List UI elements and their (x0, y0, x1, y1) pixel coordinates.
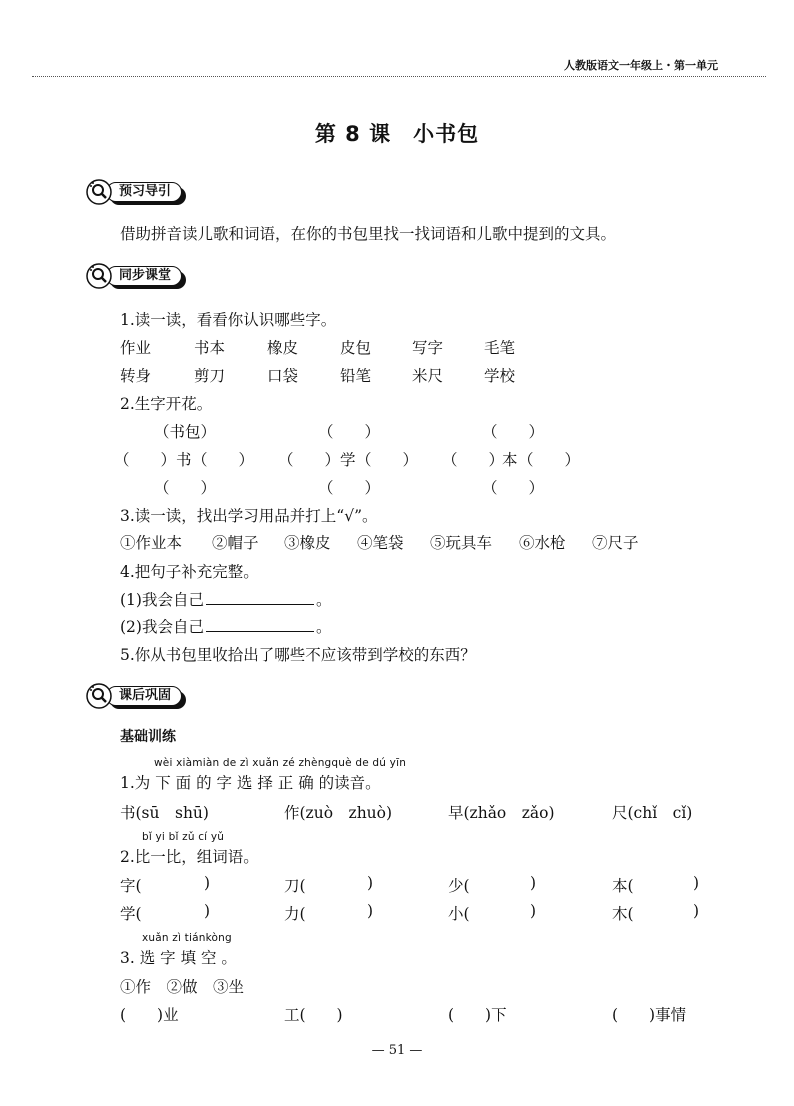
magnifier-icon (86, 263, 112, 289)
q1-word: 橡皮 (267, 339, 299, 357)
b3-pinyin: xuǎn zì tiánkòng (142, 932, 232, 944)
section-classroom-label: 同步课堂 (106, 266, 182, 286)
b2-close: ) (204, 902, 211, 920)
q3-title: 3.读一读，找出学习用品并打上“√”。 (120, 507, 378, 525)
b2-close: ) (530, 874, 537, 892)
preview-text: 借助拼音读儿歌和词语，在你的书包里找一找词语和儿歌中提到的文具。 (120, 225, 617, 243)
q2-blank: （ ） (192, 451, 255, 469)
q2-blank: （ ） (356, 451, 419, 469)
b2-pinyin: bǐ yi bǐ zǔ cí yǔ (142, 831, 225, 843)
q5-title: 5.你从书包里收拾出了哪些不应该带到学校的东西？ (120, 646, 476, 664)
q2-blank: （ ） (442, 451, 505, 469)
lesson-number: 第 8 课 (314, 122, 392, 146)
b2-item: 木( (612, 905, 634, 923)
q1-word: 书本 (194, 339, 226, 357)
b2-title: 2.比一比，组词语。 (120, 848, 259, 866)
b3-item: 工( ) (284, 1006, 343, 1024)
b1-title: 1.为 下 面 的 字 选 择 正 确 的读音。 (120, 774, 381, 792)
b2-item: 少( (448, 877, 470, 895)
section-preview-label: 预习导引 (106, 182, 182, 202)
q2-char: 学 (340, 451, 356, 469)
q1-word: 皮包 (340, 339, 372, 357)
q2-blank: （ ） (278, 451, 341, 469)
b2-item: 字( (120, 877, 142, 895)
q2-blank: （ ） (518, 451, 581, 469)
page-title (0, 118, 794, 148)
b2-item: 本( (612, 877, 634, 895)
page-number: — 51 — (371, 1043, 423, 1058)
header-rule (32, 76, 766, 77)
q1-word: 米尺 (412, 367, 444, 385)
q2-blank: （ ） (318, 479, 381, 497)
b2-item: 学( (120, 905, 142, 923)
q2-blank: （ ） (114, 451, 177, 469)
b2-close: ) (367, 874, 374, 892)
q2-char: 书 (176, 451, 192, 469)
q3-item: ⑦尺子 (592, 534, 639, 552)
q4-sentence-2: (2)我会自己 。 (120, 618, 332, 636)
q2-char: 本 (502, 451, 518, 469)
b1-item: 作(zuò zhuò) (284, 804, 393, 822)
q1-title: 1.读一读，看看你认识哪些字。 (120, 311, 337, 329)
q3-item: ①作业本 (120, 534, 183, 552)
q3-item: ⑥水枪 (519, 534, 566, 552)
q1-word: 转身 (120, 367, 152, 385)
b1-pinyin: wèi xiàmiàn de zì xuǎn zé zhèngquè de dú yīn (154, 757, 407, 769)
section-classroom (86, 266, 226, 288)
b2-item: 刀( (284, 877, 306, 895)
q3-item: ②帽子 (212, 534, 259, 552)
q2-blank: （ ） (318, 423, 381, 441)
q4-sentence-1: (1)我会自己 。 (120, 591, 332, 609)
q1-word: 毛笔 (484, 339, 516, 357)
q1-word: 剪刀 (194, 367, 226, 385)
q2-blank: （ ） (482, 479, 545, 497)
q1-word: 学校 (484, 367, 516, 385)
q2-blank: （ ） (154, 479, 217, 497)
b2-close: ) (530, 902, 537, 920)
q1-word: 写字 (412, 339, 444, 357)
q1-word: 口袋 (267, 367, 299, 385)
basic-training-title: 基础训练 (120, 729, 176, 745)
q4-title: 4.把句子补充完整。 (120, 563, 259, 581)
b1-item: 书(sū shū) (120, 804, 209, 822)
q2-example: （书包） (154, 423, 217, 441)
b3-title: 3. 选 字 填 空 。 (120, 949, 237, 967)
q1-word: 作业 (120, 339, 152, 357)
q1-word: 铅笔 (340, 367, 372, 385)
b2-close: ) (204, 874, 211, 892)
lesson-name: 小书包 (413, 122, 480, 146)
b3-item: ( )下 (448, 1006, 507, 1024)
section-after (86, 686, 226, 708)
b2-item: 力( (284, 905, 306, 923)
q3-item: ⑤玩具车 (430, 534, 493, 552)
b1-item: 早(zhǎo zǎo) (448, 804, 555, 822)
magnifier-icon (86, 179, 112, 205)
b3-item: ( )事情 (612, 1006, 687, 1024)
b2-close: ) (367, 902, 374, 920)
answer-line[interactable] (206, 604, 314, 605)
b2-close: ) (693, 874, 700, 892)
q3-item: ③橡皮 (284, 534, 331, 552)
b3-item: ( )业 (120, 1006, 179, 1024)
b3-options: ①作 ②做 ③坐 (120, 978, 245, 996)
section-after-label: 课后巩固 (106, 686, 182, 706)
b2-close: ) (693, 902, 700, 920)
header-series: 人教版语文一年级上・第一单元 (564, 59, 718, 72)
magnifier-icon (86, 683, 112, 709)
b2-item: 小( (448, 905, 470, 923)
q3-item: ④笔袋 (357, 534, 404, 552)
answer-line[interactable] (206, 631, 314, 632)
q2-title: 2.生字开花。 (120, 395, 213, 413)
b1-item: 尺(chǐ cǐ) (612, 804, 693, 822)
section-preview (86, 182, 226, 204)
q2-blank: （ ） (482, 423, 545, 441)
